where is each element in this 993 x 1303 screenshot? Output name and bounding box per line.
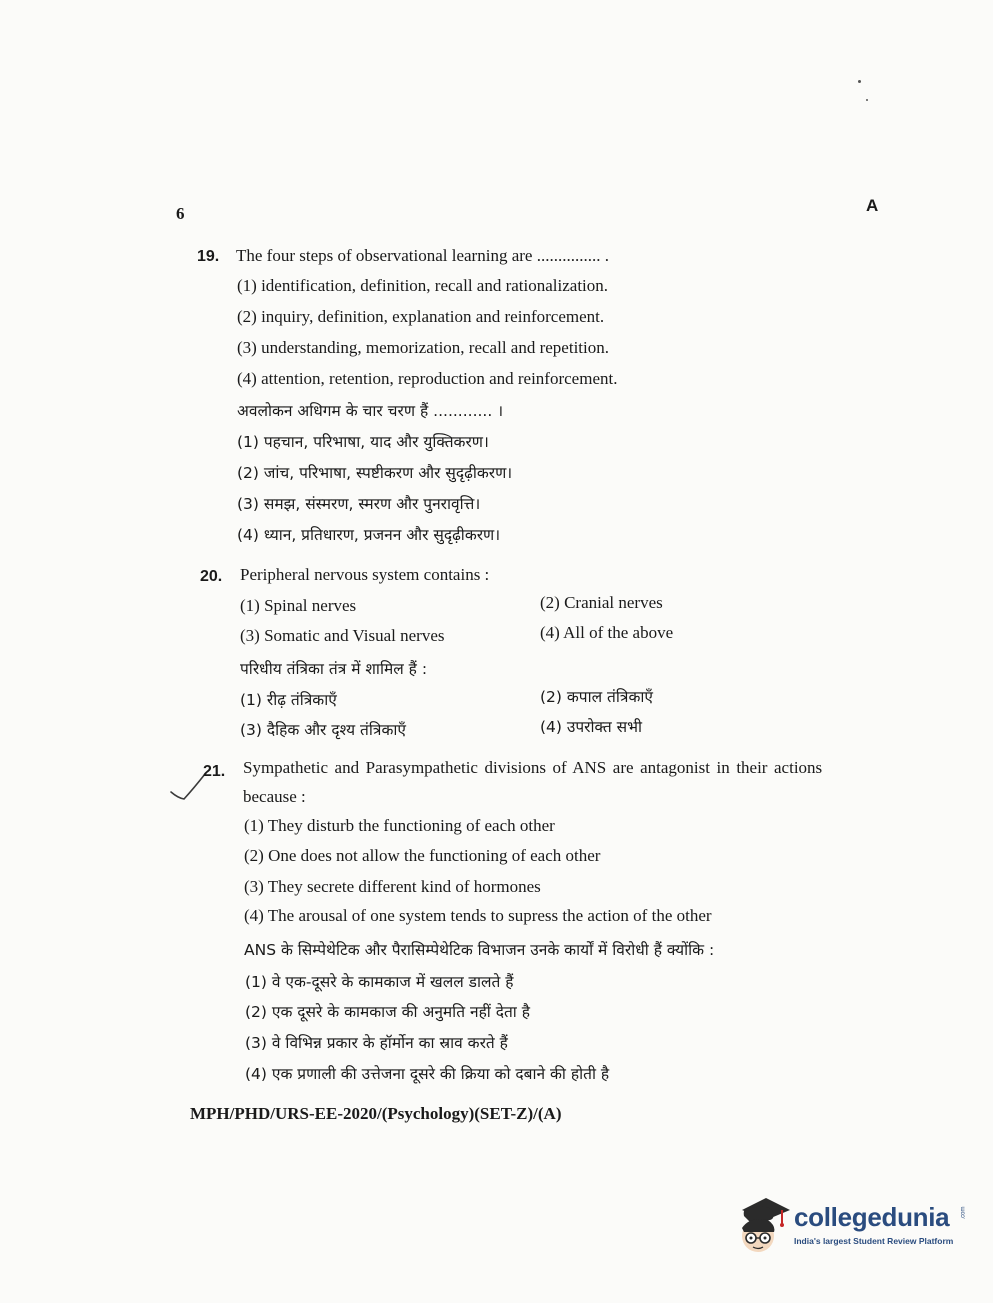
question-19-option-4: (4) attention, retention, reproduction and reinforcement. [237, 369, 618, 388]
question-19-option-2-hindi: (2) जांच, परिभाषा, स्पष्टीकरण और सुदृढ़ीकरण। [237, 464, 513, 482]
question-21-option-2-hindi: (2) एक दूसरे के कामकाज की अनुमति नहीं देता है [245, 1003, 530, 1021]
question-20-option-3-hindi: (3) दैहिक और दृश्य तंत्रिकाएँ [240, 721, 406, 739]
check-mark-icon [168, 770, 208, 806]
question-20-option-3: (3) Somatic and Visual nerves [240, 626, 445, 645]
exam-code-footer: MPH/PHD/URS-EE-2020/(Psychology)(SET-Z)/(A) [190, 1104, 562, 1123]
question-19-option-1-hindi: (1) पहचान, परिभाषा, याद और युक्तिकरण। [237, 433, 489, 451]
question-21-option-3: (3) They secrete different kind of hormones [244, 877, 541, 896]
question-21-text-hindi: ANS के सिम्पेथेटिक और पैरासिम्पेथेटिक विभाजन उनके कार्यों में विरोधी हैं क्योंकि : [244, 941, 715, 959]
question-19-option-2: (2) inquiry, definition, explanation and reinforcement. [237, 307, 605, 326]
question-20-option-1-hindi: (1) रीढ़ तंत्रिकाएँ [240, 691, 337, 709]
question-21-text-line-1: Sympathetic and Parasympathetic divisions of ANS are antagonist in their actions [243, 758, 823, 777]
question-19-text: The four steps of observational learning are ............... . [236, 246, 609, 265]
question-21-option-4-hindi: (4) एक प्रणाली की उत्तेजना दूसरे की क्रिया को दबाने की होती है [245, 1065, 610, 1083]
question-19-option-3: (3) understanding, memorization, recall and repetition. [237, 338, 609, 357]
student-mascot-icon [736, 1196, 792, 1260]
set-letter: A [866, 196, 879, 215]
scan-speck [866, 99, 868, 101]
question-number-21: 21. [203, 763, 226, 780]
question-number-20: 20. [200, 568, 223, 585]
question-number-19: 19. [197, 248, 220, 265]
question-20-text-hindi: परिधीय तंत्रिका तंत्र में शामिल हैं : [240, 660, 428, 678]
question-19-option-4-hindi: (4) ध्यान, प्रतिधारण, प्रजनन और सुदृढ़ीकरण। [237, 526, 501, 544]
question-20-option-2-hindi: (2) कपाल तंत्रिकाएँ [540, 688, 653, 706]
question-19-option-3-hindi: (3) समझ, संस्मरण, स्मरण और पुनरावृत्ति। [237, 495, 481, 513]
question-20-option-4: (4) All of the above [540, 623, 674, 642]
question-21-option-2: (2) One does not allow the functioning of each other [244, 846, 601, 865]
logo-domain: .com [960, 1206, 967, 1220]
question-19-option-1: (1) identification, definition, recall and rationalization. [237, 276, 609, 295]
question-20-option-4-hindi: (4) उपरोक्त सभी [540, 718, 642, 736]
question-21-text-line-2: because : [243, 787, 306, 806]
logo-name: collegedunia [794, 1202, 950, 1232]
logo-tagline: India's largest Student Review Platform [794, 1236, 954, 1246]
page-number: 6 [176, 204, 185, 223]
question-21-option-3-hindi: (3) वे विभिन्न प्रकार के हॉर्मोन का स्राव करते हैं [245, 1034, 508, 1052]
question-21-option-1: (1) They disturb the functioning of each other [244, 816, 555, 835]
question-20-option-1: (1) Spinal nerves [240, 596, 357, 615]
question-20-option-2: (2) Cranial nerves [540, 593, 663, 612]
question-19-text-hindi: अवलोकन अधिगम के चार चरण हैं ............ । [237, 402, 504, 420]
question-21-option-1-hindi: (1) वे एक-दूसरे के कामकाज में खलल डालते हैं [245, 973, 514, 991]
question-20-text: Peripheral nervous system contains : [240, 565, 490, 584]
question-21-option-4: (4) The arousal of one system tends to supress the action of the other [244, 906, 712, 925]
scan-speck [858, 80, 861, 83]
collegedunia-logo[interactable] [736, 1196, 976, 1266]
